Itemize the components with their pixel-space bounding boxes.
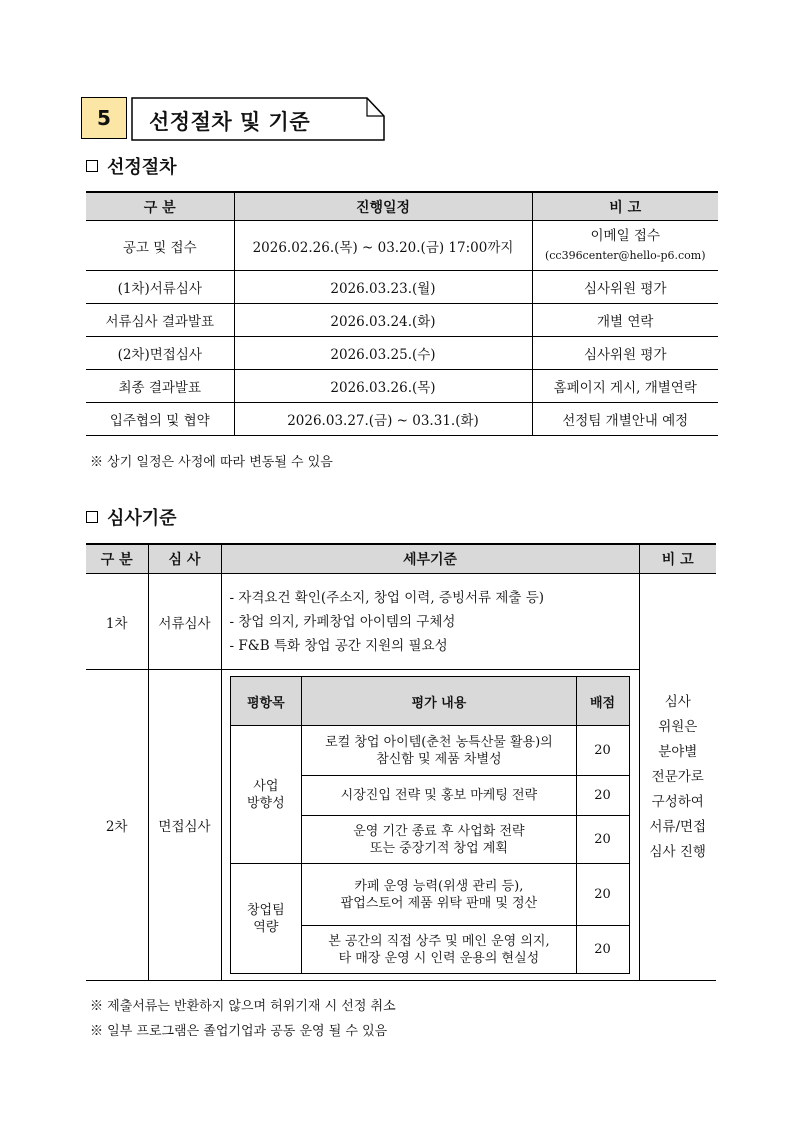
col-header-category: 구 분	[86, 192, 234, 221]
row-schedule: 2026.02.26.(목) ~ 03.20.(금) 17:00까지	[234, 221, 532, 271]
col-header-round: 구 분	[86, 544, 148, 574]
remark-line: 전문가로	[651, 768, 704, 785]
row-note: 홈페이지 게시, 개별연락	[532, 370, 718, 403]
col-header-criteria: 세부기준	[221, 544, 639, 574]
table-row	[86, 337, 718, 370]
criteria-item: - 창업 의지, 카페창업 아이템의 구체성	[229, 613, 456, 630]
remark-line: 서류/면접	[649, 818, 707, 835]
row-schedule: 2026.03.24.(화)	[234, 304, 532, 337]
section-title-box	[131, 97, 386, 141]
procedure-table	[86, 191, 718, 436]
criteria-heading-text: 심사기준	[107, 508, 177, 529]
eval-content: 본 공간의 직접 상주 및 메인 운영 의지, 타 매장 운영 시 인력 운용의 현실성	[302, 926, 576, 974]
row-note: 선정팀 개별안내 예정	[532, 403, 718, 436]
remark-line: 심사 진행	[649, 843, 706, 860]
row-category: 입주협의 및 협약	[86, 403, 234, 436]
remark-line: 분야별	[658, 743, 698, 760]
col-header-note: 비 고	[532, 192, 718, 221]
row-schedule: 2026.03.26.(목)	[234, 370, 532, 403]
row-category: (1차)서류심사	[86, 271, 234, 304]
criteria-item: - 자격요건 확인(주소지, 창업 이력, 증빙서류 제출 등)	[229, 589, 545, 606]
row-category: (2차)면접심사	[86, 337, 234, 370]
eval-score: 20	[576, 726, 629, 776]
col-header-schedule: 진행일정	[234, 192, 532, 221]
eval-score: 20	[576, 776, 629, 816]
eval-header-item: 평항목	[230, 677, 302, 726]
row-category: 최종 결과발표	[86, 370, 234, 403]
eval-group-name: 창업팀 역량	[230, 864, 302, 974]
criteria-footnote: ※ 일부 프로그램은 졸업기업과 공동 운영 될 수 있음	[90, 1024, 388, 1039]
table-row	[86, 221, 718, 271]
eval-group-name: 사업 방향성	[230, 726, 302, 864]
row-note: 개별 연락	[532, 304, 718, 337]
table-row-round2	[86, 670, 716, 981]
eval-content: 운영 기간 종료 후 사업화 전략 또는 중장기적 창업 계획	[302, 816, 576, 864]
row-schedule: 2026.03.27.(금) ~ 03.31.(화)	[234, 403, 532, 436]
remark-line: 위원은	[658, 718, 698, 735]
remark-line: 구성하여	[651, 793, 704, 810]
criteria-heading	[86, 504, 177, 530]
eval-row	[230, 864, 629, 926]
eval-content: 카페 운영 능력(위생 관리 등), 팝업스토어 제품 위탁 판매 및 정산	[302, 864, 576, 926]
checkbox-square-icon	[86, 160, 98, 172]
col-header-review: 심 사	[148, 544, 221, 574]
round2-type: 면접심사	[148, 670, 221, 981]
round2-label: 2차	[86, 670, 148, 981]
remark-line: 심사	[664, 693, 691, 710]
round1-label: 1차	[86, 574, 148, 670]
table-row	[86, 403, 718, 436]
procedure-heading	[86, 153, 177, 179]
table-row	[86, 304, 718, 337]
table-row	[86, 370, 718, 403]
eval-header-score: 배점	[576, 677, 629, 726]
row-note: 심사위원 평가	[532, 337, 718, 370]
criteria-item: - F&B 특화 창업 공간 지원의 필요성	[229, 637, 448, 654]
checkbox-square-icon	[86, 511, 98, 523]
evaluation-table	[230, 676, 630, 974]
eval-score: 20	[576, 926, 629, 974]
eval-score: 20	[576, 816, 629, 864]
table-row-round1	[86, 574, 716, 670]
criteria-footnote: ※ 제출서류는 반환하지 않으며 허위기재 시 선정 취소	[90, 999, 396, 1014]
eval-row	[230, 726, 629, 776]
row-note: 심사위원 평가	[532, 271, 718, 304]
row-category: 서류심사 결과발표	[86, 304, 234, 337]
row-note-line1: 이메일 접수	[590, 227, 660, 244]
table-row	[86, 271, 718, 304]
round1-criteria-list	[221, 574, 639, 670]
procedure-footnote: ※ 상기 일정은 사정에 따라 변동될 수 있음	[90, 455, 333, 470]
col-header-remark: 비 고	[639, 544, 716, 574]
section-title: 선정절차 및 기준	[149, 110, 311, 134]
criteria-table	[86, 543, 716, 981]
eval-score: 20	[576, 864, 629, 926]
eval-header-content: 평가 내용	[302, 677, 576, 726]
procedure-heading-text: 선정절차	[107, 157, 177, 178]
eval-content: 시장진입 전략 및 홍보 마케팅 전략	[302, 776, 576, 816]
remark-cell	[639, 574, 716, 981]
round1-type: 서류심사	[148, 574, 221, 670]
row-schedule: 2026.03.23.(월)	[234, 271, 532, 304]
section-number: 5	[81, 97, 127, 139]
row-schedule: 2026.03.25.(수)	[234, 337, 532, 370]
eval-content: 로컬 창업 아이템(춘천 농특산물 활용)의 참신함 및 제품 차별성	[302, 726, 576, 776]
row-note-email: (cc396center@hello-p6.com)	[544, 248, 706, 262]
row-note	[532, 221, 718, 271]
round2-criteria-cell	[221, 670, 639, 981]
row-category: 공고 및 접수	[86, 221, 234, 271]
